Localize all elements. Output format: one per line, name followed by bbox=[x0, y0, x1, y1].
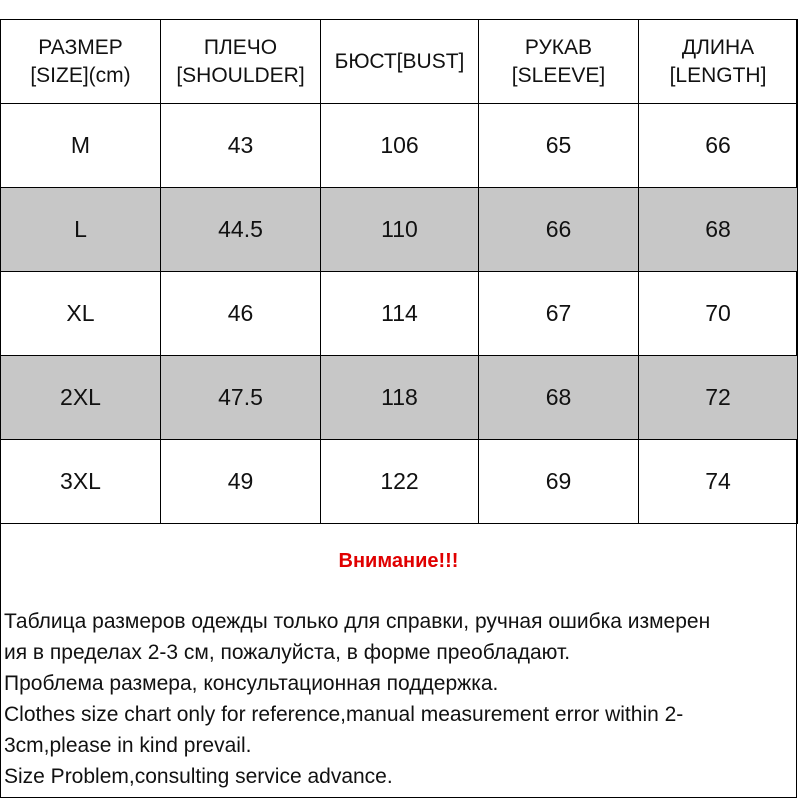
header-sleeve-en: [SLEEVE] bbox=[511, 63, 606, 87]
cell-length: 72 bbox=[639, 356, 798, 440]
cell-sleeve: 66 bbox=[479, 188, 639, 272]
table-row bbox=[1, 104, 798, 188]
cell-sleeve: 67 bbox=[479, 272, 639, 356]
cell-shoulder: 49 bbox=[161, 440, 321, 524]
notice-line: Таблица размеров одежды только для справки, ручная ошибка измерен bbox=[4, 610, 711, 633]
cell-bust: 106 bbox=[321, 104, 479, 188]
table-row bbox=[1, 188, 798, 272]
cell-sleeve: 65 bbox=[479, 104, 639, 188]
table-row bbox=[1, 440, 798, 524]
cell-shoulder: 47.5 bbox=[161, 356, 321, 440]
cell-size: 2XL bbox=[1, 356, 161, 440]
cell-shoulder: 44.5 bbox=[161, 188, 321, 272]
header-size bbox=[1, 20, 161, 104]
cell-sleeve: 68 bbox=[479, 356, 639, 440]
header-shoulder-en: [SHOULDER] bbox=[176, 63, 305, 87]
cell-size: M bbox=[1, 104, 161, 188]
notice-line: Clothes size chart only for reference,manual measurement error within 2- bbox=[4, 703, 684, 726]
cell-size: L bbox=[1, 188, 161, 272]
notice-title: Внимание!!! bbox=[338, 550, 459, 572]
cell-bust: 122 bbox=[321, 440, 479, 524]
header-shoulder bbox=[161, 20, 321, 104]
cell-size: 3XL bbox=[1, 440, 161, 524]
size-chart-table bbox=[0, 19, 798, 524]
cell-size: XL bbox=[1, 272, 161, 356]
cell-shoulder: 43 bbox=[161, 104, 321, 188]
cell-bust: 118 bbox=[321, 356, 479, 440]
notice-section bbox=[0, 522, 797, 798]
cell-length: 66 bbox=[639, 104, 798, 188]
header-size-en: [SIZE](cm) bbox=[30, 63, 131, 87]
header-length bbox=[639, 20, 798, 104]
header-bust bbox=[321, 20, 479, 104]
cell-shoulder: 46 bbox=[161, 272, 321, 356]
notice-line: ия в пределах 2-3 см, пожалуйста, в форме преобладают. bbox=[4, 641, 571, 664]
header-size-ru: РАЗМЕР bbox=[38, 35, 123, 59]
cell-sleeve: 69 bbox=[479, 440, 639, 524]
header-row bbox=[1, 20, 798, 104]
notice-text bbox=[4, 606, 794, 792]
notice-line: Size Problem,consulting service advance. bbox=[4, 765, 393, 788]
header-bust-label: БЮСТ[BUST] bbox=[334, 49, 465, 73]
cell-length: 70 bbox=[639, 272, 798, 356]
cell-bust: 114 bbox=[321, 272, 479, 356]
cell-length: 68 bbox=[639, 188, 798, 272]
cell-length: 74 bbox=[639, 440, 798, 524]
cell-bust: 110 bbox=[321, 188, 479, 272]
header-length-ru: ДЛИНА bbox=[681, 35, 755, 59]
header-sleeve bbox=[479, 20, 639, 104]
notice-line: 3cm,please in kind prevail. bbox=[4, 734, 252, 757]
header-length-en: [LENGTH] bbox=[669, 63, 767, 87]
table-row bbox=[1, 272, 798, 356]
table-row bbox=[1, 356, 798, 440]
notice-line: Проблема размера, консультационная поддержка. bbox=[4, 672, 499, 695]
header-shoulder-ru: ПЛЕЧО bbox=[203, 35, 278, 59]
header-sleeve-ru: РУКАВ bbox=[524, 35, 593, 59]
